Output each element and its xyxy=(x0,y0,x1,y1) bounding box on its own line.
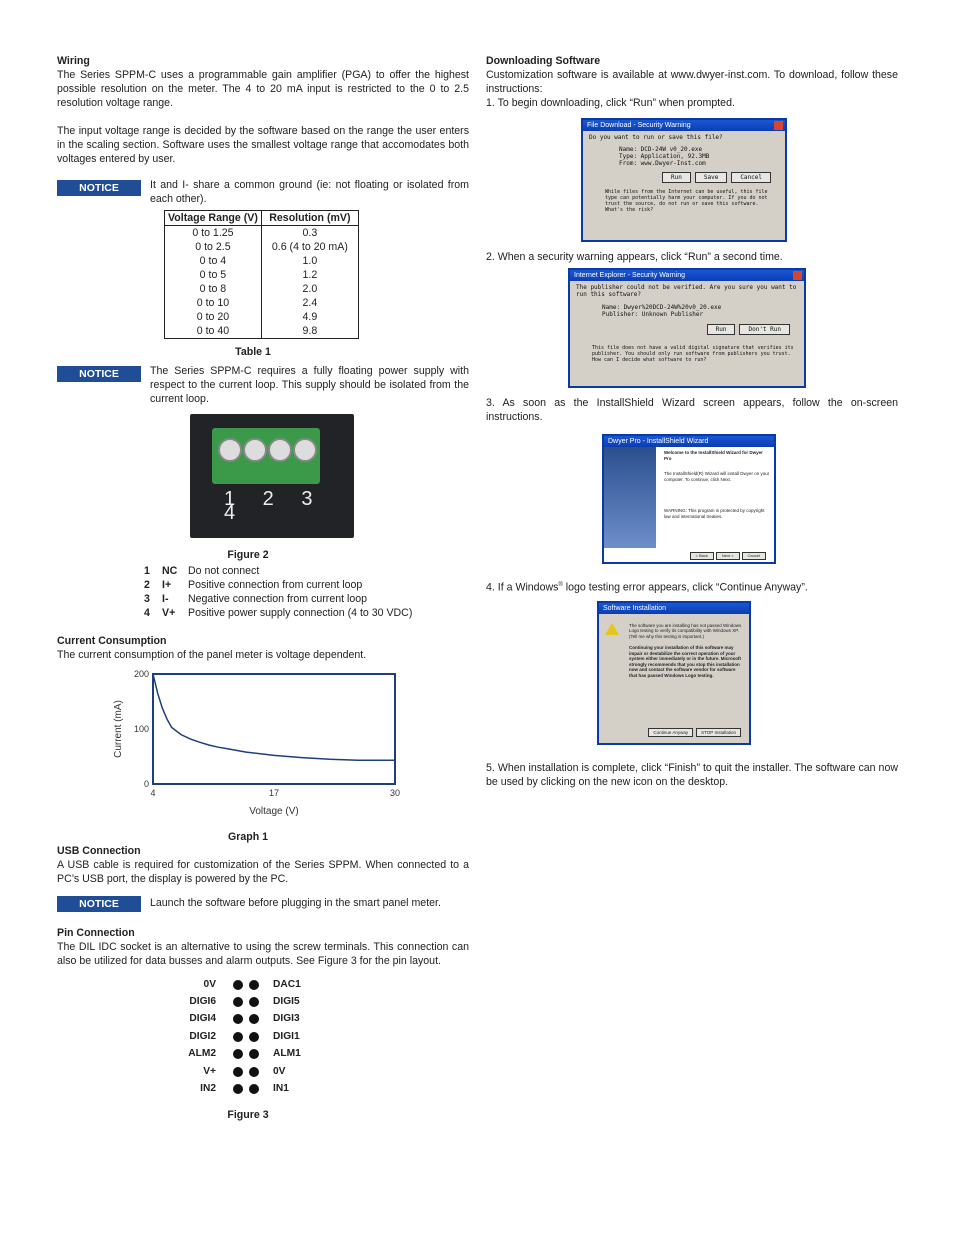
table-row xyxy=(165,254,359,268)
pin-dot xyxy=(249,1067,259,1077)
dialog-title: File Download - Security Warning xyxy=(583,120,785,131)
idc-left-label: V+ xyxy=(203,1065,216,1077)
graph-caption: Graph 1 xyxy=(227,831,269,843)
dialog-type: Type: Application, 92.3MB xyxy=(619,153,710,160)
warning-icon xyxy=(605,623,619,635)
installshield-wizard-dialog xyxy=(602,434,776,564)
table-cell: 0 to 4 xyxy=(165,254,262,268)
continue-anyway-button[interactable]: Continue Anyway xyxy=(648,728,693,737)
notice-badge: NOTICE xyxy=(57,180,141,196)
idc-row xyxy=(57,976,469,993)
idc-left-label: ALM2 xyxy=(188,1048,216,1060)
download-step-5: 5. When installation is complete, click “Finish” to quit the installer. The software can now be used by clicking on the new icon on the desktop. xyxy=(486,761,898,788)
pin-dot xyxy=(249,1014,259,1024)
pin-num: 3 xyxy=(144,593,150,605)
table-row xyxy=(165,324,359,339)
download-step-1: 1. To begin downloading, click “Run” when prompted. xyxy=(486,97,735,109)
wiring-paragraph-1: The Series SPPM-C uses a programmable gain amplifier (PGA) to offer the highest possible resolution on the meter. The 4 to 20 mA input is restricted to the 0 to 2.5 resolution voltage range. xyxy=(57,69,469,109)
x-axis-label: Voltage (V) xyxy=(249,806,299,817)
x-tick-label: 30 xyxy=(389,788,401,798)
pin-desc: Positive power supply connection (4 to 30 VDC) xyxy=(188,607,413,619)
dialog-question: Do you want to run or save this file? xyxy=(589,134,723,141)
green-terminal-block xyxy=(212,428,320,484)
idc-row xyxy=(57,1028,469,1045)
pin-row xyxy=(144,564,469,578)
table-cell: 2.4 xyxy=(261,296,358,310)
pin-desc: Positive connection from current loop xyxy=(188,579,363,591)
notice-floating-supply xyxy=(57,364,469,406)
dialog-publisher: Publisher: Unknown Publisher xyxy=(602,311,704,318)
voltage-resolution-table xyxy=(164,210,359,339)
plot-frame xyxy=(153,674,395,784)
y-tick-label: 100 xyxy=(133,724,149,734)
wizard-warning: WARNING: This program is protected by copyright law and international treaties. xyxy=(664,508,765,519)
wiring-heading: Wiring xyxy=(57,55,90,67)
idc-row xyxy=(57,993,469,1010)
pin-row xyxy=(144,592,469,606)
idc-row xyxy=(57,1063,469,1080)
figure3-caption: Figure 3 xyxy=(227,1108,269,1121)
next-button[interactable]: Next > xyxy=(716,552,740,560)
idc-right-label: DIGI1 xyxy=(273,1030,300,1042)
table-cell: 1.0 xyxy=(261,254,358,268)
idc-row xyxy=(57,1080,469,1097)
terminal-block-photo xyxy=(190,414,354,538)
table-cell: 9.8 xyxy=(261,324,358,339)
pin-num: 1 xyxy=(144,565,150,577)
download-step-2: 2. When a security warning appears, click “Run” a second time. xyxy=(486,251,783,263)
terminal-pin-list xyxy=(144,564,469,620)
pin-sig: I+ xyxy=(162,579,172,591)
idc-left-label: DIGI2 xyxy=(189,1030,216,1042)
save-button[interactable]: Save xyxy=(695,172,727,183)
close-icon xyxy=(793,271,802,280)
pin-dot xyxy=(249,1084,259,1094)
download-heading: Downloading Software xyxy=(486,55,601,67)
idc-left-label: DIGI6 xyxy=(189,996,216,1008)
dialog-from: From: www.Dwyer-Inst.com xyxy=(619,160,706,167)
dialog-name: Name: DCD-24W v0_20.exe xyxy=(619,146,703,153)
pin-sig: NC xyxy=(162,565,178,577)
table-cell: 2.0 xyxy=(261,282,358,296)
notice-common-ground xyxy=(57,178,469,206)
idc-left-label: IN2 xyxy=(200,1083,216,1095)
usb-heading: USB Connection xyxy=(57,845,141,857)
dialog-title: Software Installation xyxy=(599,603,749,614)
idc-right-label: DIGI3 xyxy=(273,1013,300,1025)
pin-dot xyxy=(233,1014,243,1024)
table-cell: 1.2 xyxy=(261,268,358,282)
current-heading: Current Consumption xyxy=(57,635,167,647)
pin-sig: I- xyxy=(162,593,169,605)
dialog-question: The publisher could not be verified. Are you sure you want to run this software? xyxy=(576,284,797,298)
cancel-button[interactable]: Cancel xyxy=(742,552,766,560)
step4-text: logo testing error appears, click “Continue Anyway”. xyxy=(562,581,808,594)
pin-row xyxy=(144,578,469,592)
idc-right-label: IN1 xyxy=(273,1083,289,1095)
table-cell: 0 to 5 xyxy=(165,268,262,282)
pin-num: 2 xyxy=(144,579,150,591)
security-warning-dialog xyxy=(568,268,806,388)
pin-dot xyxy=(233,1084,243,1094)
wizard-text: The InstallShield(R) Wizard will install Dwyer on your computer. To continue, click Next. xyxy=(664,471,770,482)
stop-installation-button[interactable]: STOP Installation xyxy=(696,728,741,737)
dialog-warning: This file does not have a valid digital signature that verifies its publisher. You should only run software from publishers you trust. How can I decide what software to run? xyxy=(592,345,794,363)
pin-heading: Pin Connection xyxy=(57,927,135,939)
install-warning-detail: Continuing your installation of this software may impair or destabilize the correct operation of your system either immediately or in the future. Microsoft strongly recommends that you stop this installation now and contact the software vendor for software that has passed Windows Logo testing. xyxy=(629,645,742,678)
pin-dot xyxy=(233,1049,243,1059)
pin-dot xyxy=(249,997,259,1007)
usb-text: A USB cable is required for customization of the Series SPPM. When connected to a PC’s USB port, the display is powered by the PC. xyxy=(57,859,469,885)
file-download-dialog xyxy=(581,118,787,242)
download-intro: Customization software is available at www.dwyer-inst.com. To download, follow these instructions: xyxy=(486,69,898,95)
table-row xyxy=(165,240,359,254)
table-row xyxy=(165,268,359,282)
idc-left-label: DIGI4 xyxy=(189,1013,216,1025)
table-cell: 0 to 40 xyxy=(165,324,262,339)
registered-mark: ® xyxy=(558,582,563,588)
pin-dot xyxy=(233,980,243,990)
table-cell: 4.9 xyxy=(261,310,358,324)
notice-badge: NOTICE xyxy=(57,366,141,382)
notice-text: It and I- share a common ground (ie: not floating or isolated from each other). xyxy=(150,179,469,205)
dialog-title: Internet Explorer - Security Warning xyxy=(570,270,804,281)
idc-right-label: DIGI5 xyxy=(273,996,300,1008)
idc-right-label: ALM1 xyxy=(273,1048,301,1060)
download-step-3: 3. As soon as the InstallShield Wizard screen appears, follow the on-screen instructions. xyxy=(486,397,898,423)
pin-row xyxy=(144,606,469,620)
dialog-title: Dwyer Pro - InstallShield Wizard xyxy=(604,436,774,447)
close-icon xyxy=(774,121,783,130)
idc-right-label: DAC1 xyxy=(273,978,301,990)
notice-usb xyxy=(57,894,469,912)
pin-text: The DIL IDC socket is an alternative to using the screw terminals. This connection can also be utilized for data busses and alarm outputs. See Figure 3 for the pin layout. xyxy=(57,941,469,967)
install-warning-text: The software you are installing has not passed Windows Logo testing to verify its compatibility with Windows XP. (Tell me why this testing is important.) xyxy=(629,622,742,639)
y-axis-label: Current (mA) xyxy=(113,700,124,758)
dialog-name: Name: Dwyer%20DCD-24W%20v0_20.exe xyxy=(602,304,722,311)
run-button[interactable]: Run xyxy=(707,324,736,335)
pin-dot xyxy=(233,997,243,1007)
x-tick-label: 17 xyxy=(268,788,280,798)
pin-dot xyxy=(249,1032,259,1042)
terminal-numbers: 1 2 3 4 xyxy=(224,488,324,524)
y-tick-label: 200 xyxy=(133,669,149,679)
pin-desc: Negative connection from current loop xyxy=(188,593,368,605)
table-header: Resolution (mV) xyxy=(261,211,358,226)
y-tick-label: 0 xyxy=(143,779,149,789)
pin-dot xyxy=(233,1067,243,1077)
dialog-warning: While files from the Internet can be useful, this file type can potentially harm your computer. If you do not trust the source, do not run or save this software. What's the risk? xyxy=(605,189,768,213)
notice-badge: NOTICE xyxy=(57,896,141,912)
table-row xyxy=(165,282,359,296)
table-row xyxy=(165,296,359,310)
table-header: Voltage Range (V) xyxy=(165,211,262,226)
pin-dot xyxy=(249,980,259,990)
software-installation-dialog xyxy=(597,601,751,745)
left-column xyxy=(57,54,469,1122)
idc-row xyxy=(57,1011,469,1028)
wiring-paragraph-2: The input voltage range is decided by the software based on the range the user enters in the scaling section. Software uses the smallest voltage range that accomodates both voltages entered by user. xyxy=(57,125,469,165)
current-text: The current consumption of the panel meter is voltage dependent. xyxy=(57,649,367,661)
pin-sig: V+ xyxy=(162,607,176,619)
wizard-welcome: Welcome to the InstallShield Wizard for Dwyer Pro xyxy=(664,450,763,461)
table-cell: 0 to 1.25 xyxy=(165,226,262,241)
right-column xyxy=(486,54,898,789)
step4-text: 4. If a Windows xyxy=(486,581,559,594)
idc-pin-layout xyxy=(57,976,469,1098)
table-cell: 0.3 xyxy=(261,226,358,241)
current-series-line xyxy=(153,674,395,760)
table-row xyxy=(165,226,359,241)
notice-text: The Series SPPM-C requires a fully floating power supply with respect to the current loop. This supply should be isolated from the current loop. xyxy=(150,365,469,405)
dont-run-button[interactable]: Don't Run xyxy=(739,324,790,335)
x-tick-label: 4 xyxy=(150,788,156,798)
table-caption: Table 1 xyxy=(235,346,271,358)
notice-text: Launch the software before plugging in the smart panel meter. xyxy=(150,897,441,909)
download-step-4 xyxy=(486,578,898,595)
pin-desc: Do not connect xyxy=(188,565,260,577)
table-cell: 0 to 2.5 xyxy=(165,240,262,254)
pin-dot xyxy=(249,1049,259,1059)
cancel-button[interactable]: Cancel xyxy=(731,172,771,183)
idc-right-label: 0V xyxy=(273,1065,286,1077)
back-button[interactable]: < Back xyxy=(690,552,714,560)
table-cell: 0.6 (4 to 20 mA) xyxy=(261,240,358,254)
pin-dot xyxy=(233,1032,243,1042)
table-cell: 0 to 8 xyxy=(165,282,262,296)
idc-left-label: 0V xyxy=(203,978,216,990)
table-cell: 0 to 10 xyxy=(165,296,262,310)
figure2-caption: Figure 2 xyxy=(227,549,269,561)
pin-num: 4 xyxy=(144,607,150,619)
table-row xyxy=(165,310,359,324)
idc-row xyxy=(57,1046,469,1063)
run-button[interactable]: Run xyxy=(662,172,691,183)
current-graph xyxy=(103,668,403,828)
table-cell: 0 to 20 xyxy=(165,310,262,324)
